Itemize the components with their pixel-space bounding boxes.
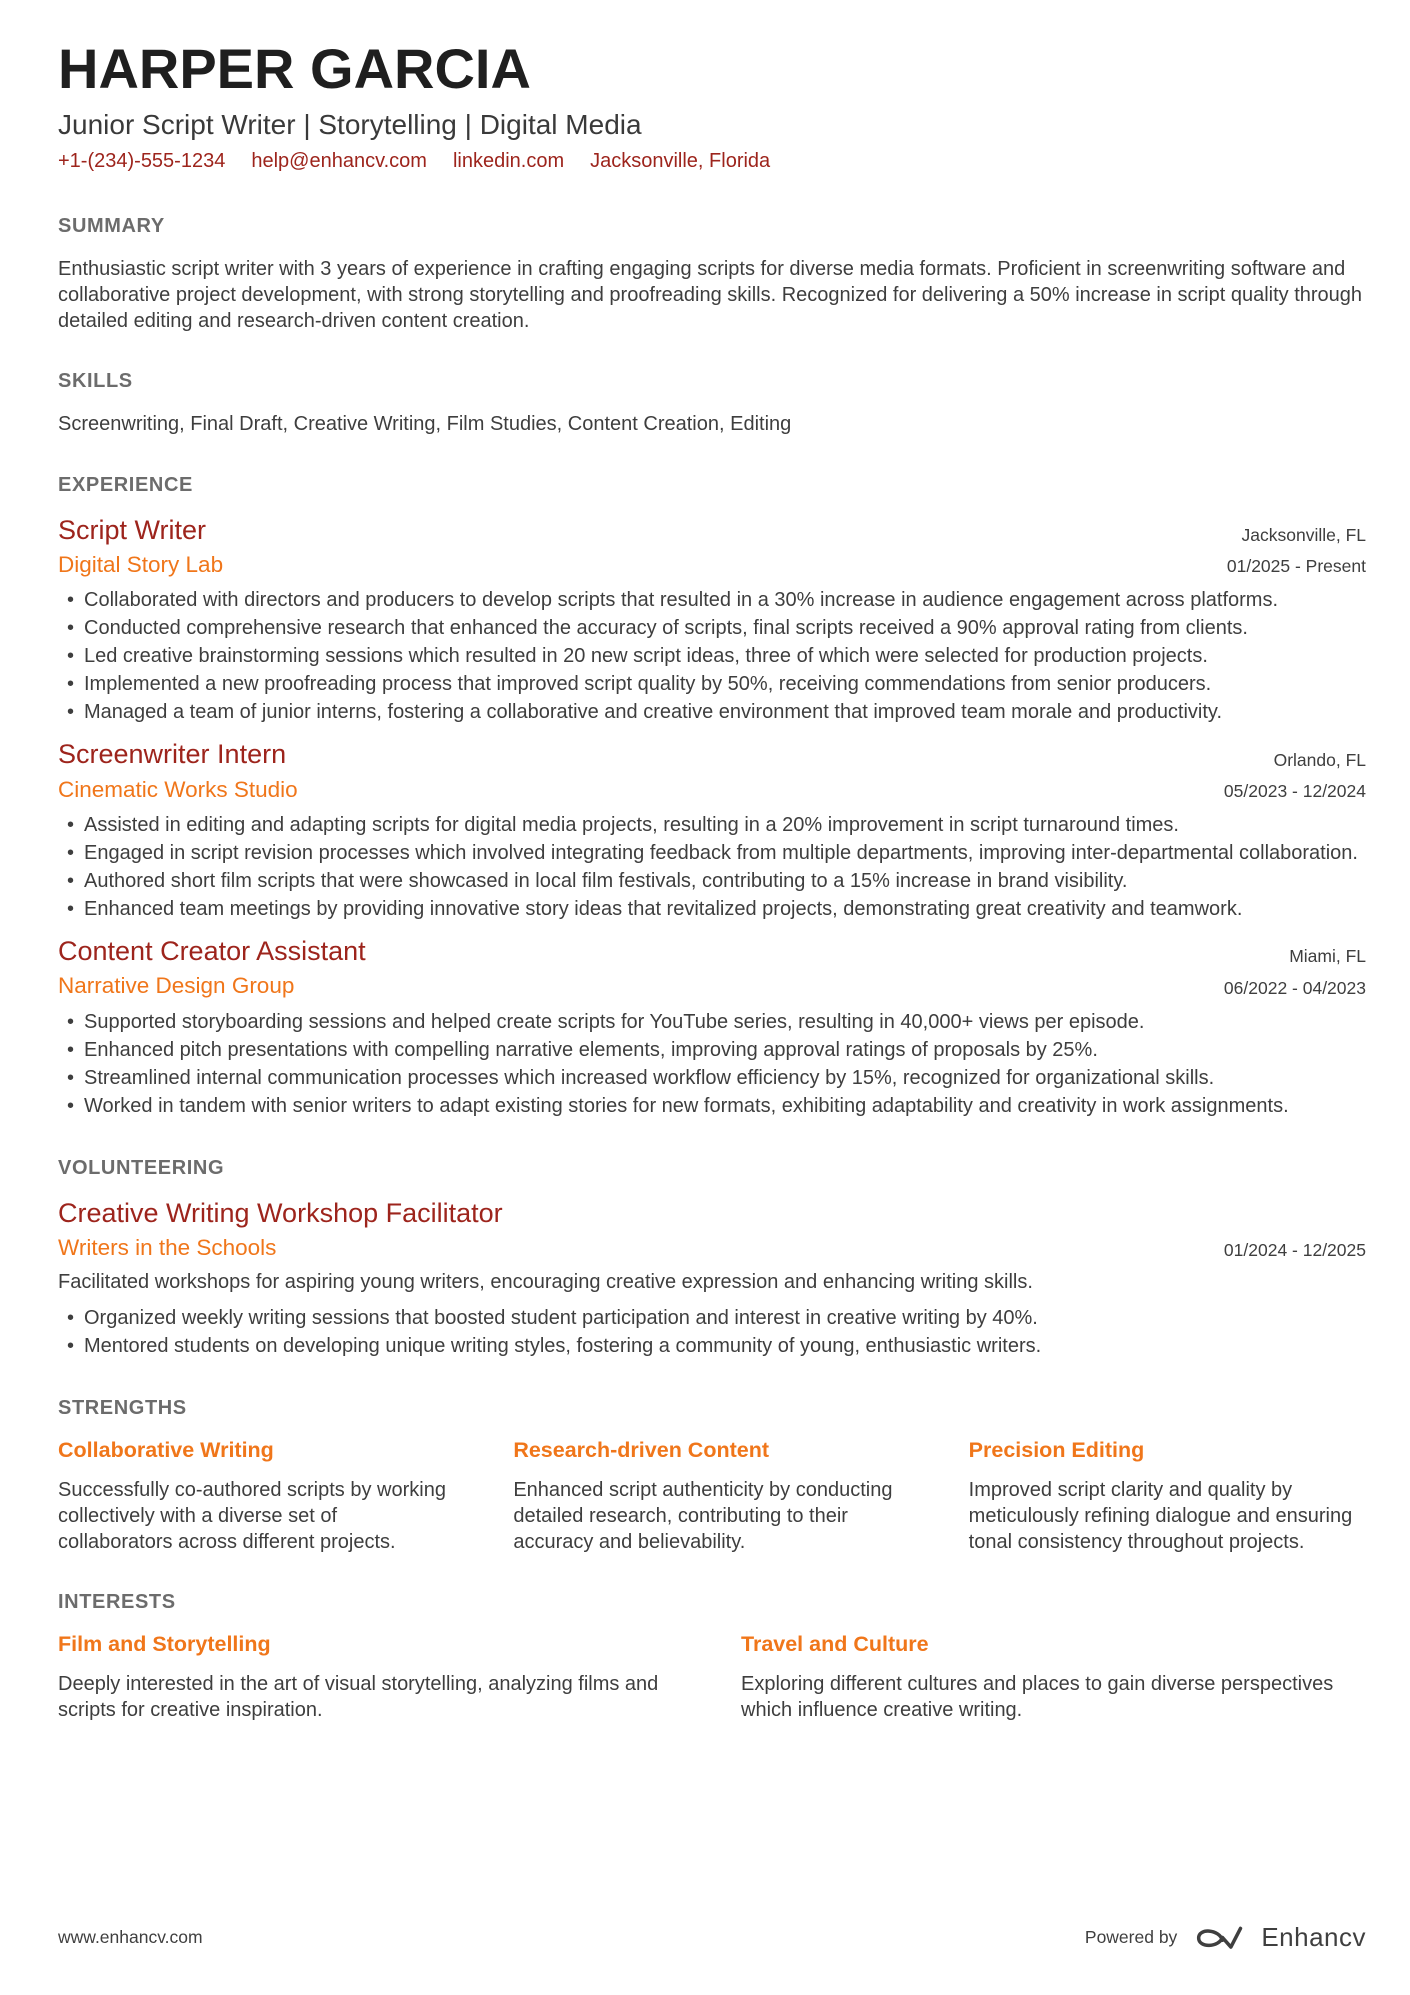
job-bullets (58, 1009, 1366, 1119)
section-experience (58, 474, 1366, 1122)
strength-text: Improved script clarity and quality by meticulously refining dialogue and ensuring tonal consistency throughout projects. (968, 1479, 1353, 1554)
experience-entry (58, 936, 1366, 1119)
enhancv-brand-name: Enhancv (1261, 1922, 1366, 1952)
job-bullets (58, 587, 1366, 725)
powered-by-enhancv-link[interactable] (1085, 1922, 1366, 1953)
strength-card (969, 1438, 1366, 1555)
contact-location: Jacksonville, Florida (590, 149, 771, 172)
strength-title: Collaborative Writing (58, 1438, 274, 1463)
summary-heading: SUMMARY (58, 214, 165, 237)
contact-linkedin[interactable]: linkedin.com (452, 149, 565, 172)
job-company: Cinematic Works Studio (58, 776, 298, 802)
job-bullet: • Assisted in editing and adapting scripts for digital media projects, resulting in a 20% improvement in script turnaround times. (58, 812, 1366, 838)
footer-site-link[interactable]: www.enhancv.com (58, 1927, 203, 1947)
volunteering-description: Facilitated workshops for aspiring young writers, encouraging creative expression and enhancing writing skills. (58, 1271, 1033, 1294)
section-interests (58, 1591, 1366, 1723)
job-location: Miami, FL (1289, 946, 1366, 967)
strength-title: Precision Editing (968, 1438, 1145, 1463)
job-bullet: • Worked in tandem with senior writers to adapt existing stories for new formats, exhibiting adaptability and creativity in work assignments. (58, 1093, 1366, 1119)
resume-header (58, 37, 1366, 179)
interests-grid (58, 1632, 1366, 1723)
interest-text: Exploring different cultures and places to gain diverse perspectives which influence creative writing. (741, 1673, 1334, 1722)
volunteering-entry (58, 1198, 1366, 1359)
job-dates: 06/2022 - 04/2023 (1223, 978, 1366, 999)
interest-title: Travel and Culture (741, 1632, 929, 1657)
job-bullet: • Authored short film scripts that were showcased in local film festivals, contributing to a 15% increase in brand visibility. (58, 868, 1366, 894)
resume-job-headline: Junior Script Writer | Storytelling | Digital Media (58, 108, 642, 140)
job-company: Narrative Design Group (58, 973, 295, 999)
section-strengths (58, 1397, 1366, 1555)
interest-text: Deeply interested in the art of visual storytelling, analyzing films and scripts for creative inspiration. (58, 1673, 659, 1722)
job-bullet: • Enhanced pitch presentations with compelling narrative elements, improving approval ratings of proposals by 25%. (58, 1037, 1366, 1063)
interest-card (741, 1632, 1366, 1723)
volunteering-org: Writers in the Schools (58, 1235, 277, 1261)
powered-by-label: Powered by (1084, 1927, 1178, 1947)
job-bullet: • Enhanced team meetings by providing innovative story ideas that revitalized projects, demonstrating great creativity and teamwork. (58, 896, 1366, 922)
job-bullet: • Collaborated with directors and producers to develop scripts that resulted in a 30% increase in audience engagement across platforms. (58, 587, 1366, 613)
contact-email[interactable]: help@enhancv.com (251, 149, 427, 172)
strength-text: Enhanced script authenticity by conducting detailed research, contributing to their accuracy and believability. (513, 1479, 893, 1554)
job-title: Screenwriter Intern (58, 739, 287, 770)
page-footer (58, 1882, 1366, 1953)
section-summary (58, 215, 1366, 335)
job-bullet: • Streamlined internal communication processes which increased workflow efficiency by 15%, recognized for organizational skills. (58, 1065, 1366, 1091)
job-company: Digital Story Lab (58, 551, 224, 577)
section-volunteering (58, 1157, 1366, 1361)
job-location: Jacksonville, FL (1241, 524, 1366, 545)
volunteering-bullet: • Mentored students on developing unique writing styles, fostering a community of young, enthusiastic writers. (58, 1333, 1366, 1359)
job-dates: 01/2025 - Present (1226, 556, 1366, 577)
resume-name: HARPER GARCIA (58, 37, 531, 100)
section-skills (58, 370, 1366, 437)
job-title: Script Writer (58, 514, 207, 545)
job-bullets (58, 812, 1366, 922)
strength-text: Successfully co-authored scripts by working collectively with a diverse set of collaborators across different projects. (58, 1479, 446, 1554)
job-bullet: • Led creative brainstorming sessions which resulted in 20 new script ideas, three of which were selected for production projects. (58, 643, 1366, 669)
summary-text: Enthusiastic script writer with 3 years of experience in crafting engaging scripts for diverse media formats. Proficient in screenwriting software and collaborative project development, with strong storytelling and proofreading skills. Recognized for delivering a 50% increase in script quality through detailed editing and research-driven content creation. (58, 257, 1363, 333)
volunteering-bullets (58, 1305, 1366, 1359)
volunteering-title: Creative Writing Workshop Facilitator (58, 1198, 503, 1229)
job-location: Orlando, FL (1273, 749, 1366, 770)
strengths-heading: STRENGTHS (58, 1397, 187, 1420)
job-bullet: • Supported storyboarding sessions and helped create scripts for YouTube series, resulting in 40,000+ views per episode. (58, 1009, 1366, 1035)
experience-entry (58, 515, 1366, 726)
job-bullet: • Engaged in script revision processes which involved integrating feedback from multiple departments, improving inter-departmental collaboration. (58, 840, 1366, 866)
skills-list: Screenwriting, Final Draft, Creative Writing, Film Studies, Content Creation, Editing (58, 413, 792, 436)
job-dates: 05/2023 - 12/2024 (1223, 781, 1366, 802)
enhancv-logo-icon (1193, 1923, 1245, 1953)
contact-row (58, 150, 1366, 173)
strengths-grid (58, 1438, 1366, 1555)
volunteering-dates: 01/2024 - 12/2025 (1223, 1240, 1366, 1261)
interest-card (58, 1632, 683, 1723)
contact-phone[interactable]: +1-(234)-555-1234 (58, 149, 226, 172)
experience-heading: EXPERIENCE (58, 473, 193, 496)
interests-heading: INTERESTS (58, 1591, 176, 1614)
strength-card (513, 1438, 910, 1555)
job-bullet: • Managed a team of junior interns, fostering a collaborative and creative environment that improved team morale and productivity. (58, 699, 1366, 725)
job-bullet: • Implemented a new proofreading process that improved script quality by 50%, receiving commendations from senior producers. (58, 671, 1366, 697)
strength-card (58, 1438, 455, 1555)
volunteering-bullet: • Organized weekly writing sessions that boosted student participation and interest in creative writing by 40%. (58, 1305, 1366, 1331)
interest-title: Film and Storytelling (58, 1632, 271, 1657)
volunteering-heading: VOLUNTEERING (58, 1157, 225, 1180)
skills-heading: SKILLS (58, 370, 133, 393)
job-title: Content Creator Assistant (58, 936, 366, 967)
job-bullet: • Conducted comprehensive research that enhanced the accuracy of scripts, final scripts received a 90% approval rating from clients. (58, 615, 1366, 641)
experience-entry (58, 739, 1366, 922)
strength-title: Research-driven Content (513, 1438, 769, 1463)
